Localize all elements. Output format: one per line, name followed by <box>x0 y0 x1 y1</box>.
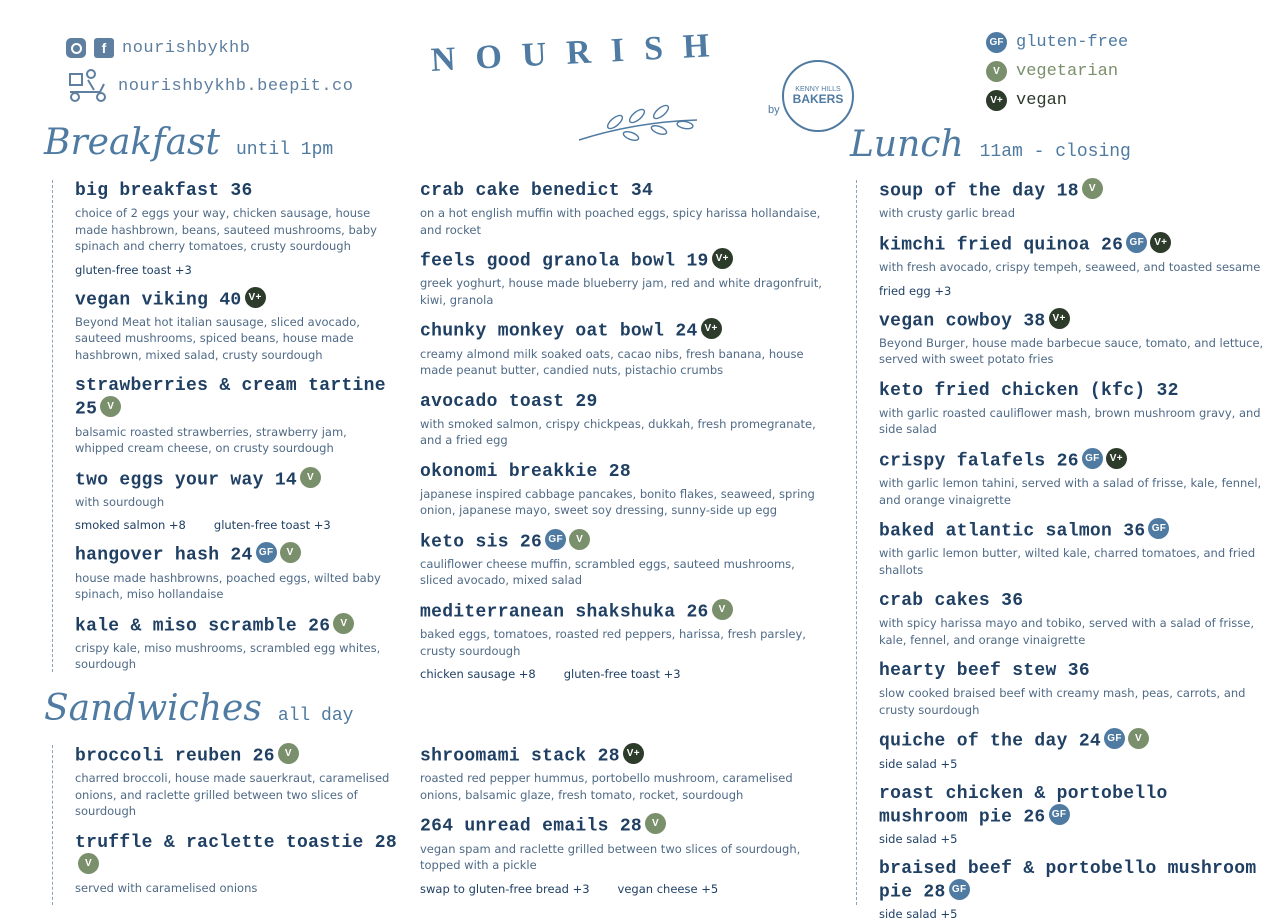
menu-item-name: keto fried chicken (kfc) 32 <box>879 380 1179 401</box>
menu-item-description: with garlic lemon butter, wilted kale, charred tomatoes, and fried shallots <box>879 546 1256 577</box>
instagram-icon[interactable] <box>66 38 86 58</box>
menu-item <box>879 783 1267 846</box>
menu-item <box>75 615 398 673</box>
menu-item-title <box>420 745 828 768</box>
menu-item-addon: chicken sausage +8 <box>420 667 536 681</box>
gluten-free-badge: GF <box>1104 728 1125 749</box>
website-link[interactable]: nourishbykhb.beepit.co <box>118 76 354 96</box>
vegetarian-badge: V <box>986 61 1007 82</box>
gluten-free-badge: GF <box>949 879 970 900</box>
menu-item <box>879 380 1267 438</box>
menu-item <box>75 745 398 820</box>
lunch-title: Lunch <box>850 124 964 165</box>
menu-item-name: mediterranean shakshuka 26 <box>420 602 709 622</box>
menu-item-title <box>420 320 828 343</box>
menu-item-title <box>879 234 1267 257</box>
menu-item-addon: smoked salmon +8 <box>75 518 186 533</box>
menu-item-description: house made hashbrowns, poached eggs, wilted baby spinach, miso hollandaise <box>75 570 381 601</box>
lunch-list <box>857 180 1267 921</box>
breakfast-list-2 <box>398 180 828 681</box>
sandwiches-list-1 <box>53 745 398 897</box>
menu-item <box>420 461 828 519</box>
menu-item <box>75 832 398 897</box>
menu-item-extras <box>879 284 1267 298</box>
gluten-free-badge: GF <box>1082 448 1103 469</box>
menu-item-extras <box>879 757 1267 771</box>
menu-item <box>879 858 1267 921</box>
menu-item-extras <box>75 263 398 277</box>
gluten-free-badge: GF <box>1126 232 1147 253</box>
leaf-sprig-icon <box>575 100 700 144</box>
vegan-badge: V+ <box>245 287 266 308</box>
menu-item <box>420 815 828 895</box>
legend-row <box>986 61 1128 82</box>
menu-item-addon: swap to gluten-free bread +3 <box>420 881 590 896</box>
menu-item-title <box>879 783 1267 829</box>
vegetarian-badge: V <box>645 813 666 834</box>
menu-item-name: hearty beef stew 36 <box>879 661 1090 682</box>
vegetarian-badge: V <box>1082 178 1103 199</box>
menu-item-title <box>420 815 828 838</box>
menu-item <box>879 234 1267 298</box>
menu-item-title <box>420 391 828 414</box>
sandwiches-column-2 <box>398 745 828 908</box>
menu-item-title <box>75 615 398 638</box>
menu-item-name: keto sis 26 <box>420 531 543 552</box>
menu-item-name: crab cake benedict 34 <box>420 181 654 201</box>
menu-item-title <box>420 531 828 554</box>
legend-label: vegan <box>1016 91 1068 110</box>
menu-item-description: with smoked salmon, crispy chickpeas, dukkah, fresh promegranate, and a fried egg <box>420 416 816 447</box>
menu-item <box>879 730 1267 770</box>
menu-item-title <box>879 380 1267 403</box>
menu-item-title <box>879 520 1267 543</box>
vegan-badge: V+ <box>712 248 733 269</box>
menu-item-extras <box>75 518 398 532</box>
menu-item <box>420 601 828 681</box>
menu-item-title <box>879 180 1267 203</box>
menu-item-name: crab cakes 36 <box>879 591 1024 612</box>
social-block <box>66 36 353 112</box>
menu-item-description: with garlic roasted cauliflower mash, brown mushroom gravy, and side salad <box>879 405 1261 437</box>
menu-item-description: creamy almond milk soaked oats, cacao nibs, fresh banana, house made peanut butter, candied nuts, pistachio crumbs <box>420 346 804 377</box>
gluten-free-badge: GF <box>986 32 1007 53</box>
menu-item <box>75 544 398 602</box>
menu-item-description: roasted red pepper hummus, portobello mushroom, caramelised onions, balsamic glaze, fresh tomato, rocket, sourdough <box>420 771 793 802</box>
breakfast-column-1 <box>52 180 398 672</box>
vegetarian-badge: V <box>333 613 354 634</box>
gluten-free-badge: GF <box>1148 518 1169 539</box>
lunch-subtitle: 11am - closing <box>979 142 1131 162</box>
menu-item-title <box>879 660 1267 683</box>
menu-item-extras <box>879 832 1267 846</box>
kenny-hills-bakers-badge <box>782 60 854 132</box>
menu-item-title <box>75 180 398 203</box>
menu-item-description: vegan spam and raclette grilled between two slices of sourdough, topped with a pickle <box>420 841 801 872</box>
social-handle[interactable]: nourishbykhb <box>122 38 251 58</box>
menu-item-description: served with caramelised onions <box>75 881 258 895</box>
vegan-badge: V+ <box>986 90 1007 111</box>
vegan-badge: V+ <box>1049 308 1070 329</box>
menu-item-title <box>879 590 1267 613</box>
gluten-free-badge: GF <box>256 542 277 563</box>
nourish-logo <box>430 26 850 152</box>
menu-item-title <box>879 730 1267 753</box>
menu-item-description: crispy kale, miso mushrooms, scrambled egg whites, sourdough <box>75 640 381 672</box>
menu-item-name: soup of the day 18 <box>879 181 1079 202</box>
breakfast-list-1 <box>53 180 398 673</box>
menu-item <box>420 250 828 308</box>
menu-item-name: truffle & raclette toastie 28 <box>75 832 397 853</box>
menu-item <box>879 520 1267 578</box>
menu-item-name: quiche of the day 24 <box>879 731 1102 752</box>
menu-item-name: okonomi breakkie 28 <box>420 461 631 482</box>
vegan-badge: V+ <box>1150 232 1171 253</box>
delivery-scooter-icon <box>66 68 110 104</box>
menu-item-description: japanese inspired cabbage pancakes, bonito flakes, seaweed, spring onion, japanese mayo, sweet soy dressing, sunny-side up egg <box>420 486 815 517</box>
facebook-icon[interactable]: f <box>94 38 114 58</box>
menu-item <box>879 180 1267 222</box>
menu-item-description: with spicy harissa mayo and tobiko, served with a salad of frisse, kale, fennel, and orange vinaigrette <box>879 616 1254 647</box>
menu-item <box>75 289 398 364</box>
logo-wordmark: NOURISH <box>430 26 731 79</box>
menu-item-description: with crusty garlic bread <box>879 206 1015 221</box>
menu-item-addon: side salad +5 <box>879 907 958 921</box>
menu-item <box>75 375 398 456</box>
menu-item-name: kimchi fried quinoa 26 <box>879 235 1124 255</box>
menu-item-name: broccoli reuben 26 <box>75 746 275 767</box>
logo-by: by <box>768 104 780 116</box>
diet-legend <box>986 32 1128 119</box>
sandwiches-title: Sandwiches <box>44 688 262 729</box>
gluten-free-badge: GF <box>545 529 566 550</box>
legend-row <box>986 32 1128 53</box>
menu-item-addon: vegan cheese +5 <box>617 881 719 896</box>
menu-item-description: with sourdough <box>75 494 165 509</box>
vegetarian-badge: V <box>280 542 301 563</box>
gluten-free-badge: GF <box>1049 804 1070 825</box>
badge-top-text: KENNY HILLS <box>795 85 841 93</box>
menu-item-title <box>420 250 828 273</box>
vegan-badge: V+ <box>1106 448 1127 469</box>
menu-item-name: hangover hash 24 <box>75 545 253 566</box>
lunch-column <box>856 180 1267 921</box>
vegetarian-badge: V <box>712 599 733 620</box>
menu-item <box>420 320 828 378</box>
vegetarian-badge: V <box>300 467 321 488</box>
menu-item-name: big breakfast 36 <box>75 181 253 201</box>
menu-item-name: crispy falafels 26 <box>879 451 1079 471</box>
menu-item-description: baked eggs, tomatoes, roasted red peppers, harissa, fresh parsley, crusty sourdough <box>420 627 806 658</box>
vegan-badge: V+ <box>701 318 722 339</box>
menu-item-name: roast chicken & portobello mushroom pie 26 <box>879 783 1168 827</box>
menu-item-addon: side salad +5 <box>879 756 958 771</box>
menu-item-name: vegan cowboy 38 <box>879 310 1046 331</box>
menu-item-description: charred broccoli, house made sauerkraut, caramelised onions, and raclette grilled between two slices of sourdough <box>75 771 390 819</box>
menu-item-extras <box>420 667 828 681</box>
menu-item-title <box>75 832 398 878</box>
menu-item-title <box>420 601 828 624</box>
menu-item-name: feels good granola bowl 19 <box>420 251 709 272</box>
sandwiches-subtitle: all day <box>277 706 354 726</box>
menu-item-addon: side salad +5 <box>879 831 958 846</box>
vegetarian-badge: V <box>1128 728 1149 749</box>
menu-item-addon: fried egg +3 <box>879 283 952 298</box>
vegetarian-badge: V <box>78 853 99 874</box>
menu-item-title <box>75 375 398 421</box>
menu-item-extras <box>420 882 828 896</box>
menu-item-description: on a hot english muffin with poached eggs, spicy harissa hollandaise, and rocket <box>420 206 821 237</box>
menu-item <box>75 180 398 277</box>
menu-item <box>420 180 828 238</box>
menu-item-description: slow cooked braised beef with creamy mash, peas, carrots, and crusty sourdough <box>879 686 1246 717</box>
menu-item-description: greek yoghurt, house made blueberry jam, red and white dragonfruit, kiwi, granola <box>420 276 822 307</box>
menu-item-name: avocado toast 29 <box>420 391 598 412</box>
vegan-badge: V+ <box>623 743 644 764</box>
sandwiches-header <box>44 688 353 729</box>
menu-item-title <box>879 450 1267 473</box>
menu-item-description: with fresh avocado, crispy tempeh, seaweed, and toasted sesame <box>879 260 1261 274</box>
menu-item-name: kale & miso scramble 26 <box>75 615 331 636</box>
legend-label: vegetarian <box>1016 62 1119 81</box>
breakfast-title: Breakfast <box>44 122 220 163</box>
sandwiches-column-1 <box>52 745 398 905</box>
sandwiches-list-2 <box>398 745 828 896</box>
menu-item <box>879 310 1267 368</box>
menu-item <box>420 391 828 449</box>
menu-item <box>420 745 828 803</box>
menu-item-name: shroomami stack 28 <box>420 746 620 767</box>
menu-item-name: chunky monkey oat bowl 24 <box>420 321 698 342</box>
menu-item-name: braised beef & portobello mushroom pie 28 <box>879 858 1257 902</box>
menu-item-title <box>75 289 398 312</box>
menu-item <box>75 469 398 533</box>
menu-item-addon: gluten-free toast +3 <box>213 518 331 533</box>
menu-item <box>420 531 828 589</box>
menu-item-description: with garlic lemon tahini, served with a salad of frisse, kale, fennel, and orange vinaigrette <box>879 476 1262 507</box>
vegetarian-badge: V <box>278 743 299 764</box>
vegetarian-badge: V <box>100 396 121 417</box>
menu-item <box>879 590 1267 648</box>
menu-item-name: 264 unread emails 28 <box>420 816 643 837</box>
menu-item-addon: gluten-free toast +3 <box>75 262 192 277</box>
menu-item-addon: gluten-free toast +3 <box>563 667 681 681</box>
social-handle-row <box>66 36 353 60</box>
breakfast-column-2 <box>398 180 828 693</box>
vegetarian-badge: V <box>569 529 590 550</box>
menu-item-title <box>420 461 828 484</box>
menu-item-title <box>75 745 398 768</box>
menu-item-title <box>420 180 828 203</box>
lunch-header <box>850 124 1131 165</box>
menu-item <box>879 660 1267 718</box>
menu-item-name: vegan viking 40 <box>75 289 242 310</box>
badge-bottom-text: BAKERS <box>792 92 844 107</box>
menu-item-title <box>75 469 398 492</box>
website-row <box>66 74 353 98</box>
legend-row <box>986 90 1128 111</box>
legend-label: gluten-free <box>1016 33 1129 52</box>
breakfast-header <box>44 122 333 163</box>
breakfast-subtitle: until 1pm <box>235 140 334 160</box>
menu-item-title <box>879 310 1267 333</box>
menu-item-name: baked atlantic salmon 36 <box>879 521 1146 542</box>
menu-item-description: Beyond Meat hot italian sausage, sliced avocado, sauteed mushrooms, spiced beans, house made hashbrown, mixed salad, crusty sourdough <box>75 314 360 362</box>
menu-item-title <box>879 858 1267 904</box>
menu-item-description: balsamic roasted strawberries, strawberry jam, whipped cream cheese, on crusty sourdough <box>75 424 347 455</box>
menu-item-description: choice of 2 eggs your way, chicken sausage, house made hashbrown, beans, sauteed mushrooms, baby spinach and cherry tomatoes, crusty sourdough <box>75 206 377 253</box>
menu-item-name: two eggs your way 14 <box>75 469 298 490</box>
menu-item-description: cauliflower cheese muffin, scrambled eggs, sauteed mushrooms, sliced avocado, mixed salad <box>420 556 795 588</box>
menu-item <box>879 450 1267 508</box>
menu-item-name: strawberries & cream tartine 25 <box>75 376 386 420</box>
menu-item-title <box>75 544 398 567</box>
menu-item-description: Beyond Burger, house made barbecue sauce, tomato, and lettuce, served with sweet potato fries <box>879 335 1264 367</box>
